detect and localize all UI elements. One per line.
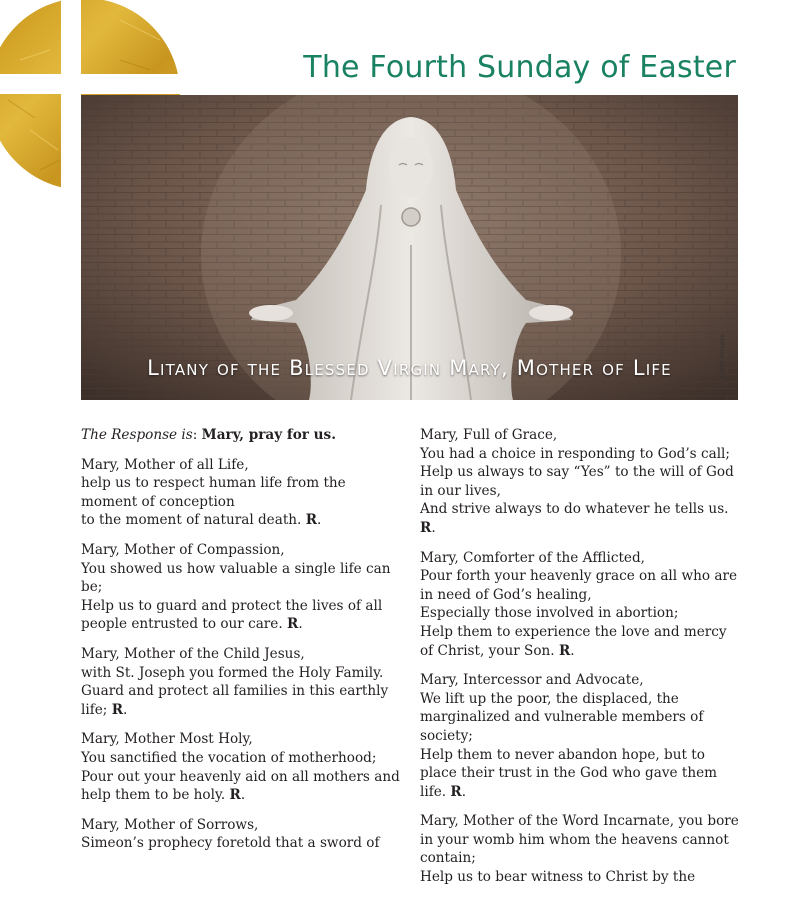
stanza-line-text: Help them to never abandon hope, but to place their trust in the God who gave them life.: [420, 746, 718, 800]
stanza-line: Especially those involved in abortion;: [420, 605, 679, 622]
stanza-line: Help us always to say “Yes” to the will of God in our lives,: [420, 464, 734, 499]
litany-stanza: [81, 456, 403, 530]
litany-stanza: [420, 671, 742, 801]
response-marker: R: [305, 512, 318, 529]
litany-stanza: [81, 730, 403, 804]
stanza-line: Pour forth your heavenly grace on all who are in need of God’s healing,: [420, 568, 737, 603]
litany-stanza: [420, 426, 742, 538]
stanza-line: help us to respect human life from the moment of conception: [81, 475, 346, 510]
stanza-line: [420, 500, 742, 537]
stanza-line: Help us to bear witness to Christ by the: [420, 869, 696, 886]
stanza-end-punct: .: [298, 616, 303, 633]
stanza-line: Mary, Intercessor and Advocate,: [420, 672, 644, 689]
photo-credit: Getty Images: [718, 334, 726, 378]
stanza-line: [81, 597, 403, 634]
stanza-line: with St. Joseph you formed the Holy Family.: [81, 664, 384, 681]
stanza-line: Mary, Mother of the Child Jesus,: [81, 645, 305, 662]
response-marker: R: [420, 519, 432, 536]
litany-stanza: [81, 816, 403, 853]
litany-right-column: [420, 426, 742, 898]
stanza-line: Mary, Mother of all Life,: [81, 456, 249, 473]
stanza-line-text: Help us to guard and protect the lives of all people entrusted to our care.: [81, 597, 383, 633]
statue-of-mary-icon: [81, 95, 738, 400]
stanza-end-punct: .: [570, 642, 575, 659]
response-text: Mary, pray for us.: [201, 427, 336, 443]
response-marker: R: [111, 701, 123, 718]
hero-image: [81, 95, 738, 400]
litany-stanza: [420, 549, 742, 661]
stanza-end-punct: .: [240, 787, 246, 804]
response-label: The Response is: [81, 427, 193, 443]
stanza-end-punct: .: [317, 512, 322, 529]
stanza-line: Simeon’s prophecy foretold that a sword of: [81, 835, 380, 852]
right-stanzas: [420, 426, 742, 887]
stanza-line: Mary, Mother of Compassion,: [81, 541, 285, 558]
stanza-line: You sanctified the vocation of motherhood;: [81, 749, 377, 766]
stanza-line: [81, 682, 403, 719]
stanza-line: Mary, Full of Grace,: [420, 427, 558, 443]
stanza-end-punct: .: [123, 701, 128, 718]
response-marker: R: [450, 783, 462, 800]
stanza-line: [81, 511, 403, 530]
response-marker: R: [287, 616, 299, 633]
stanza-line: You had a choice in responding to God’s call;: [420, 445, 730, 462]
page-title: The Fourth Sunday of Easter: [303, 50, 736, 85]
stanza-line-text: to the moment of natural death.: [81, 512, 302, 529]
stanza-line-text: And strive always to do whatever he tells us.: [420, 501, 729, 518]
stanza-line: Mary, Comforter of the Afflicted,: [420, 549, 645, 566]
stanza-line-text: Guard and protect all families in this earthly life;: [81, 683, 389, 718]
left-stanzas: [81, 456, 403, 853]
litany-stanza: [81, 541, 403, 634]
litany-stanza: [420, 812, 742, 886]
hero-caption: Litany of the Blessed Virgin Mary, Mother of Life: [147, 356, 672, 380]
stanza-line-text: Pour out your heavenly aid on all mothers and help them to be holy.: [81, 768, 400, 804]
stanza-line: [420, 623, 742, 660]
litany-left-column: [81, 426, 403, 864]
stanza-line: Mary, Mother of the Word Incarnate, you bore in your womb him whom the heavens cannot contain;: [420, 813, 739, 867]
response-marker: R: [558, 642, 571, 659]
stanza-line: [420, 746, 742, 802]
stanza-line: [81, 768, 403, 805]
litany-stanza: [81, 645, 403, 719]
stanza-line: Mary, Mother of Sorrows,: [81, 816, 259, 833]
response-separator: :: [192, 427, 202, 443]
stanza-line: We lift up the poor, the displaced, the marginalized and vulnerable members of society;: [420, 690, 704, 744]
response-intro: [81, 426, 403, 445]
stanza-line: Mary, Mother Most Holy,: [81, 731, 253, 748]
stanza-line: You showed us how valuable a single life can be;: [81, 560, 391, 596]
stanza-end-punct: .: [461, 783, 467, 800]
stanza-line-text: Help them to experience the love and mercy of Christ, your Son.: [420, 623, 727, 659]
stanza-end-punct: .: [431, 519, 436, 536]
response-marker: R: [229, 787, 241, 804]
